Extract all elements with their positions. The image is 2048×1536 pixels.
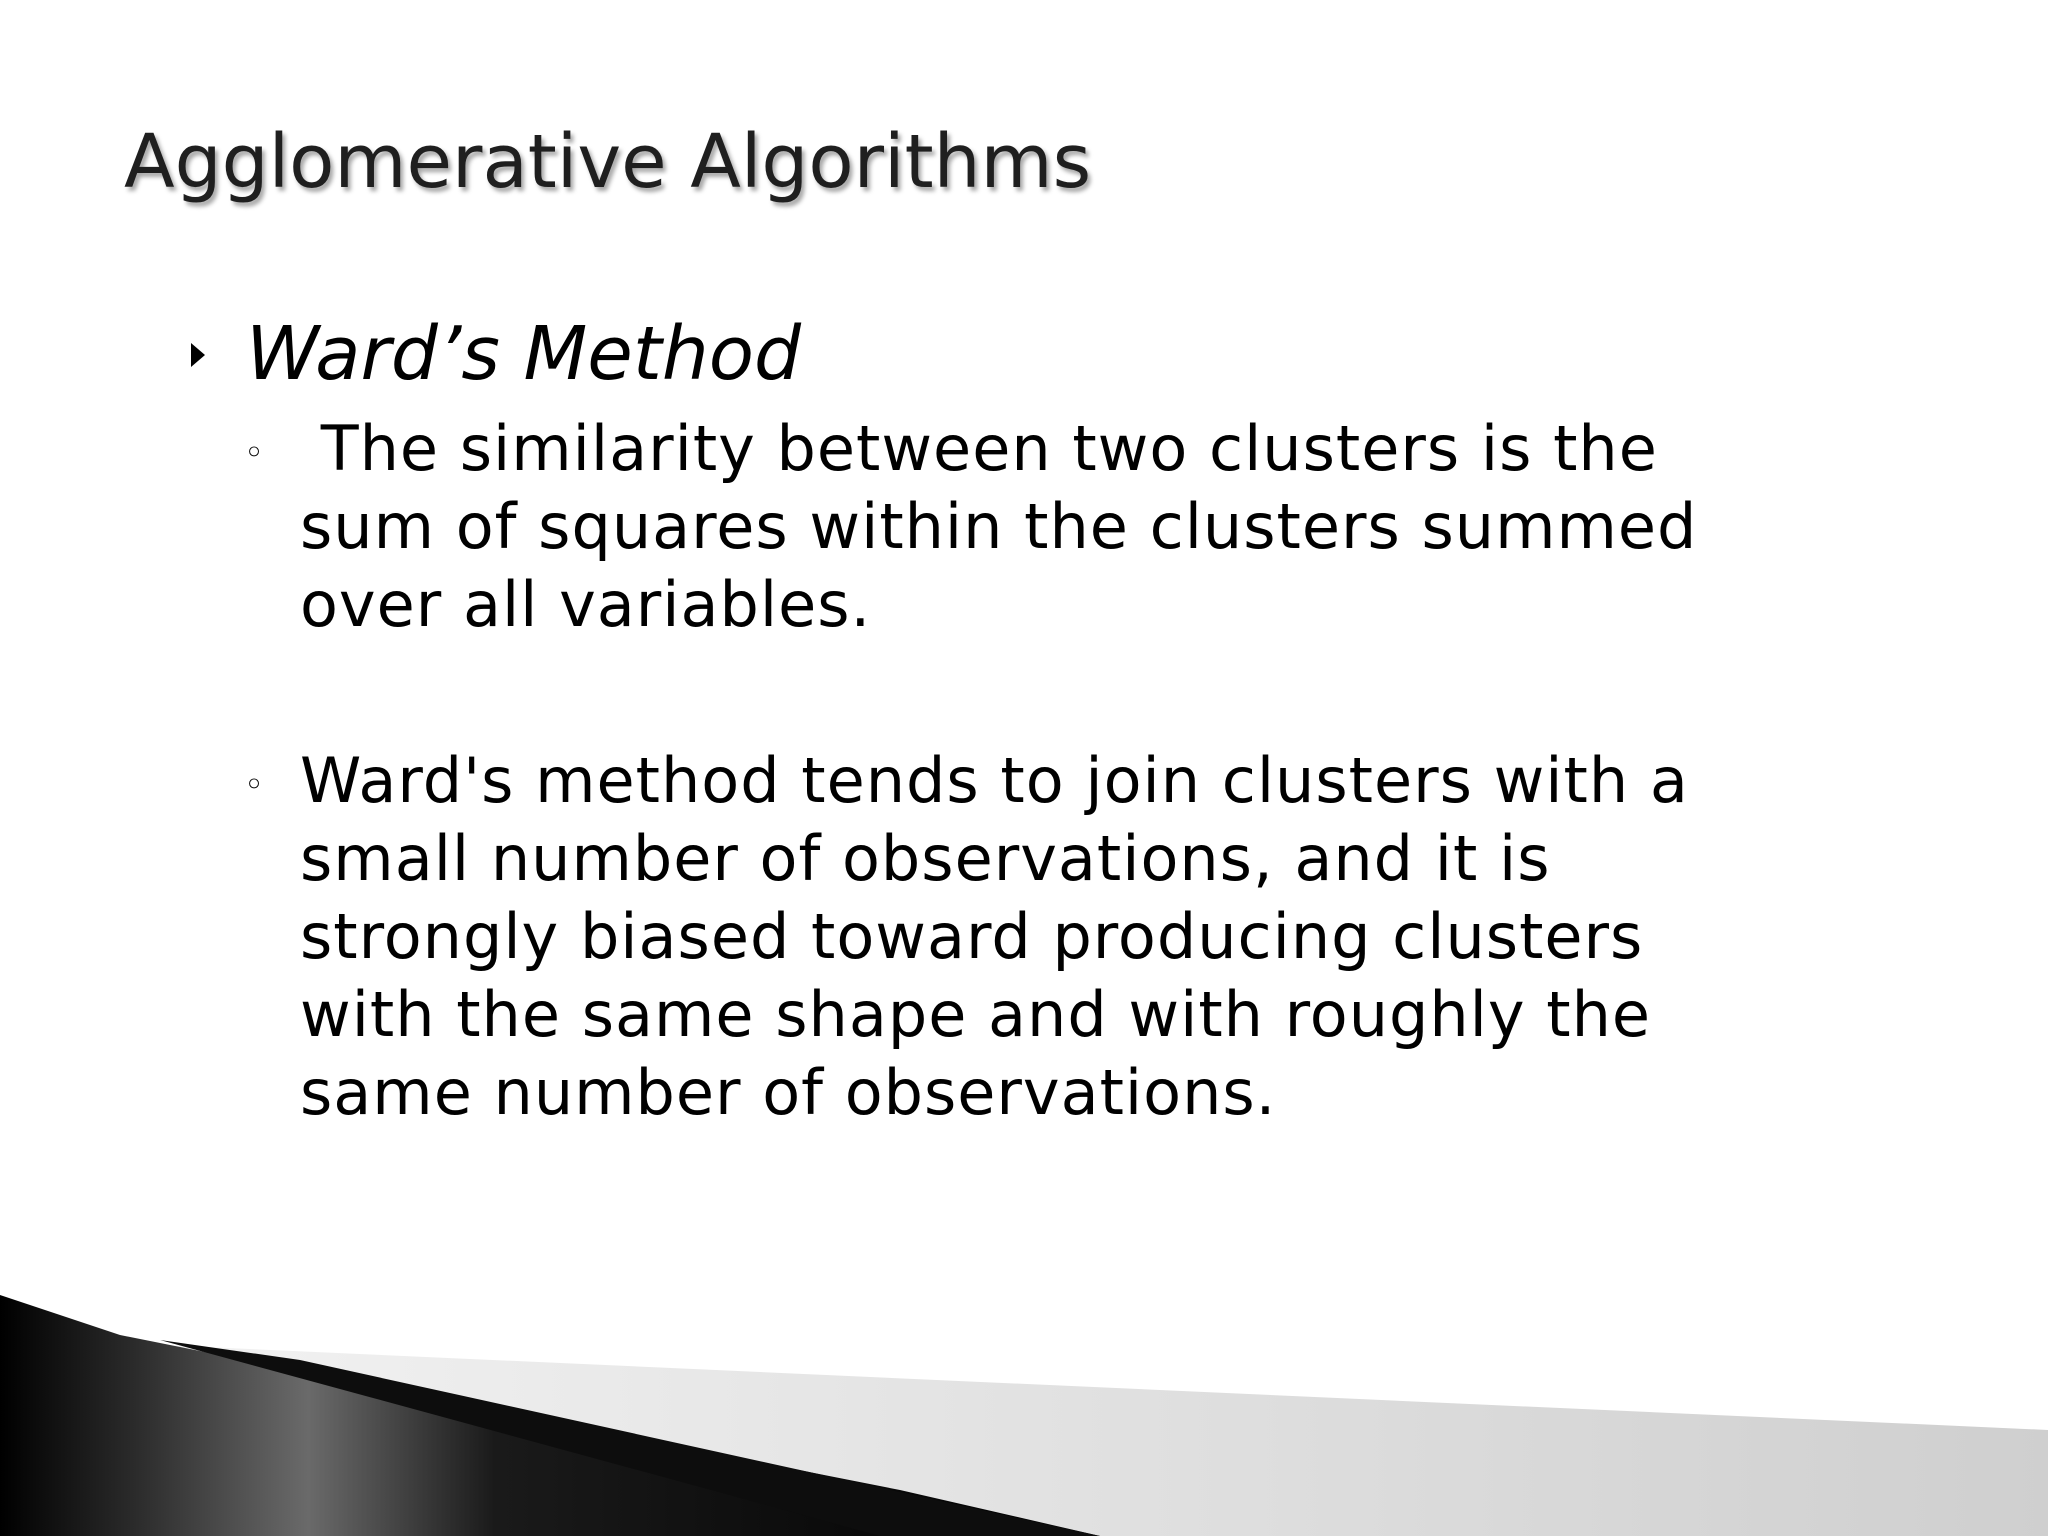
bullet-text: The similarity between two clusters is the sum of squares within the clusters summed over all variables.	[300, 412, 1698, 641]
bullet-text: Ward's method tends to join clusters with a small number of observations, and it is strongly biased toward producing clusters with the same shape and with roughly the same number of observations.	[300, 744, 1689, 1129]
swoosh-dark-band	[0, 1295, 1100, 1536]
method-heading: Ward’s Method	[246, 311, 801, 397]
circle-bullet-icon: ◦	[244, 765, 265, 805]
sub-bullet-item	[244, 742, 1764, 1132]
sub-bullet-item	[244, 410, 1764, 644]
swoosh-light-band	[160, 1345, 2048, 1536]
swoosh-stripe	[160, 1340, 1100, 1536]
circle-bullet-icon: ◦	[244, 433, 265, 473]
slide-title: Agglomerative Algorithms	[124, 119, 1092, 205]
triangle-right-icon	[184, 341, 212, 369]
heading-bullet-item	[184, 311, 801, 397]
